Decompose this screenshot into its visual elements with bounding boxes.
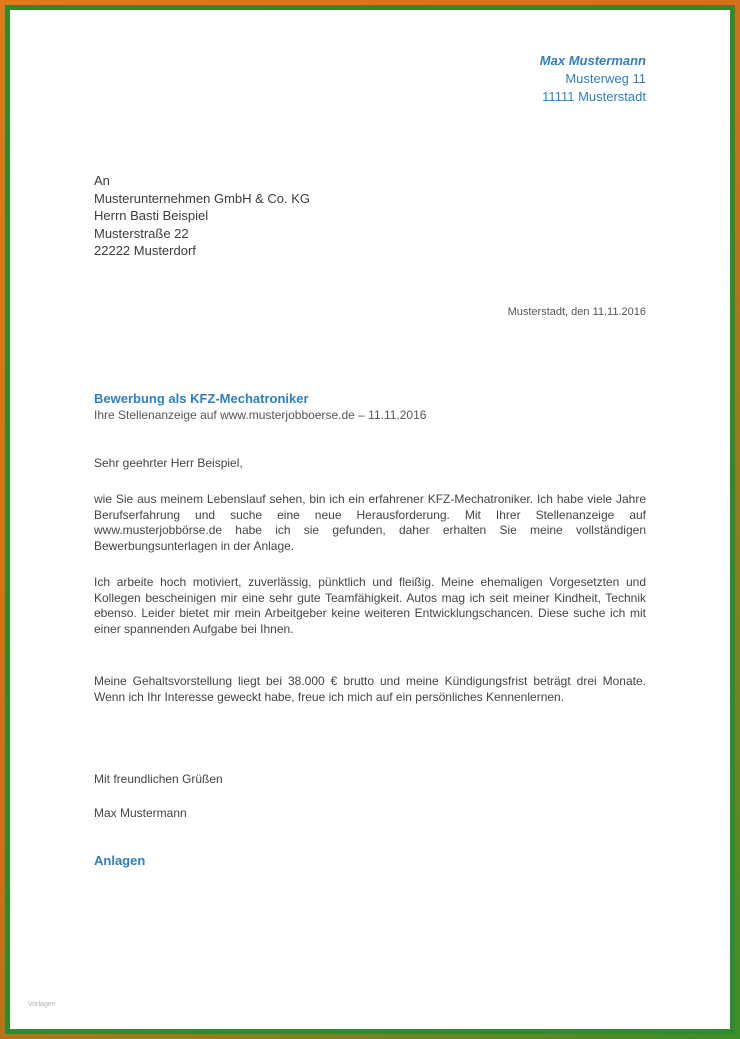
sender-city: 11111 Musterstadt xyxy=(542,89,646,104)
signature: Max Mustermann xyxy=(94,806,187,820)
recipient-prefix: An xyxy=(94,173,110,188)
paragraph-1: wie Sie aus meinem Lebenslauf sehen, bin ich ein erfahrener KFZ-Mechatroniker. Ich habe viele Jahre Berufserfahrung und suche eine neue Herausforderung. Mit Ihrer Stellenanzeige auf www.musterjobbörse.de habe ich sie gefunden, daher erhalten Sie meine vollständigen Bewerbungsunterlagen in der Anlage. xyxy=(94,492,646,553)
watermark-text: Vorlagen xyxy=(28,1001,56,1008)
subject-block xyxy=(94,390,426,424)
attachments-label: Anlagen xyxy=(94,853,146,868)
salutation: Sehr geehrter Herr Beispiel, xyxy=(94,456,243,470)
sender-street: Musterweg 11 xyxy=(565,71,646,86)
subject-title: Bewerbung als KFZ-Mechatroniker xyxy=(94,391,309,406)
paragraph-2: Ich arbeite hoch motiviert, zuverlässig, pünktlich und fleißig. Meine ehemaligen Vorgesetzten und Kollegen bescheinigen mir eine sehr gute Teamfähigkeit. Autos mag ich seit meiner Kindheit, Technik ebenso. Leider bietet mir mein Arbeitgeber keine weiteren Entwicklungschancen. Diese suche ich mit einer spannenden Aufgabe bei Ihnen. xyxy=(94,575,646,636)
date-line: Musterstadt, den 11.11.2016 xyxy=(507,306,646,318)
paragraph-3: Meine Gehaltsvorstellung liegt bei 38.000 € brutto und meine Kündigungsfrist beträgt drei Monate. Wenn ich Ihr Interesse geweckt habe, freue ich mich auf ein persönliches Kennenlernen. xyxy=(94,674,646,704)
subject-reference: Ihre Stellenanzeige auf www.musterjobboerse.de – 11.11.2016 xyxy=(94,408,427,422)
letter-page xyxy=(10,10,730,1029)
recipient-block xyxy=(94,172,310,260)
recipient-city: 22222 Musterdorf xyxy=(94,243,196,258)
sender-block xyxy=(540,52,646,106)
closing: Mit freundlichen Grüßen xyxy=(94,772,223,786)
sender-name: Max Mustermann xyxy=(539,53,646,68)
recipient-street: Musterstraße 22 xyxy=(94,225,189,241)
recipient-company: Musterunternehmen GmbH & Co. KG xyxy=(94,190,311,206)
recipient-person: Herrn Basti Beispiel xyxy=(94,208,209,223)
